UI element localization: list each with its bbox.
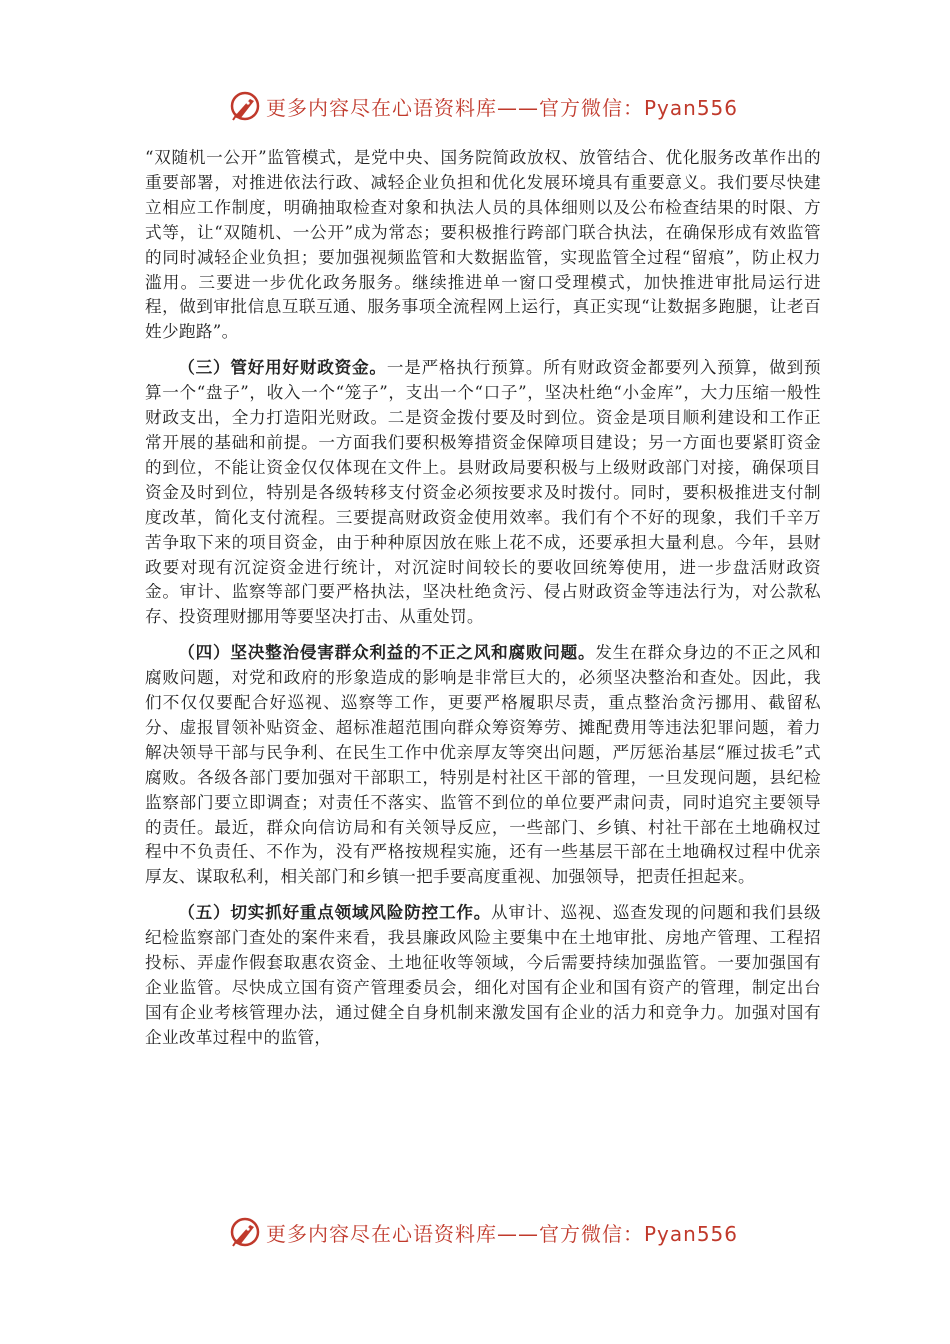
pen-nib-logo-icon	[228, 89, 262, 123]
paragraph-2	[145, 355, 821, 630]
paragraph-3	[145, 640, 821, 890]
pen-nib-logo-icon	[228, 1215, 262, 1249]
paragraph-3-body: 发生在群众身边的不正之风和腐败问题，对党和政府的形象造成的影响是非常巨大的，必须坚决整治和查处。因此，我们不仅仅要配合好巡视、巡察等工作，更要严格履职尽责，重点整治贪污挪用、截留私分、虚报冒领补贴资金、超标准超范围向群众筹资筹劳、摊配费用等违法犯罪问题，着力解决领导干部与民争利、在民生工作中优亲厚友等突出问题，严厉惩治基层“雁过拔毛”式腐败。各级各部门要加强对干部职工，特别是村社区干部的管理，一旦发现问题，县纪检监察部门要立即调查；对责任不落实、监管不到位的单位要严肃问责，同时追究主要领导的责任。最近，群众向信访局和有关领导反应，一些部门、乡镇、村社干部在土地确权过程中不负责任、不作为，没有严格按规程实施，还有一些基层干部在土地确权过程中优亲厚友、谋取私利，相关部门和乡镇一把手要高度重视、加强领导，把责任担起来。	[145, 643, 821, 887]
banner-text: 更多内容尽在心语资料库——官方微信：Pyan556	[266, 1221, 739, 1246]
footer-banner	[228, 1212, 748, 1252]
header-banner	[228, 86, 748, 126]
section-4-heading: （四）坚决整治侵害群众利益的不正之风和腐败问题。	[178, 642, 596, 663]
section-3-heading: （三）管好用好财政资金。	[178, 357, 387, 378]
paragraph-4-body: 从审计、巡视、巡查发现的问题和我们县级纪检监察部门查处的案件来看，我县廉政风险主要集中在土地审批、房地产管理、工程招投标、弄虚作假套取惠农资金、土地征收等领域，今后需要持续加强监管。一要加强国有企业监管。尽快成立国有资产管理委员会，细化对国有企业和国有资产的管理，制定出台国有企业考核管理办法，通过健全自身机制来激发国有企业的活力和竞争力。加强对国有企业改革过程中的监管，	[145, 903, 821, 1047]
section-5-heading: （五）切实抓好重点领域风险防控工作。	[178, 902, 492, 923]
paragraph-1-body: “双随机一公开”监管模式，是党中央、国务院简政放权、放管结合、优化服务改革作出的重要部署，对推进依法行政、减轻企业负担和优化发展环境具有重要意义。我们要尽快建立相应工作制度，明确抽取检查对象和执法人员的具体细则以及公布检查结果的时限、方式等，让“双随机、一公开”成为常态；要积极推行跨部门联合执法，在确保形成有效监管的同时减轻企业负担；要加强视频监管和大数据监管，实现监管全过程“留痕”，防止权力滥用。三要进一步优化政务服务。继续推进单一窗口受理模式，加快推进审批局运行进程，做到审批信息互联互通、服务事项全流程网上运行，真正实现“让数据多跑腿，让老百姓少跑路”。	[145, 148, 821, 342]
paragraph-1	[145, 146, 821, 345]
document-body	[145, 146, 821, 1051]
paragraph-4	[145, 900, 821, 1050]
banner-text: 更多内容尽在心语资料库——官方微信：Pyan556	[266, 95, 739, 120]
paragraph-2-body: 一是严格执行预算。所有财政资金都要列入预算，做到预算一个“盘子”，收入一个“笼子”，支出一个“口子”，坚决杜绝“小金库”，大力压缩一般性财政支出，全力打造阳光财政。二是资金拨付要及时到位。资金是项目顺利建设和工作正常开展的基础和前提。一方面我们要积极筹措资金保障项目建设；另一方面也要紧盯资金的到位，不能让资金仅仅体现在文件上。县财政局要积极与上级财政部门对接，确保项目资金及时到位，特别是各级转移支付资金必须按要求及时拨付。同时，要积极推进支付制度改革，简化支付流程。三要提高财政资金使用效率。我们有个不好的现象，我们千辛万苦争取下来的项目资金，由于种种原因放在账上花不成，还要承担大量利息。今年，县财政要对现有沉淀资金进行统计，对沉淀时间较长的要收回统筹使用，进一步盘活财政资金。审计、监察等部门要严格执法，坚决杜绝贪污、侵占财政资金等违法行为，对公款私存、投资理财挪用等要坚决打击、从重处罚。	[145, 358, 821, 627]
